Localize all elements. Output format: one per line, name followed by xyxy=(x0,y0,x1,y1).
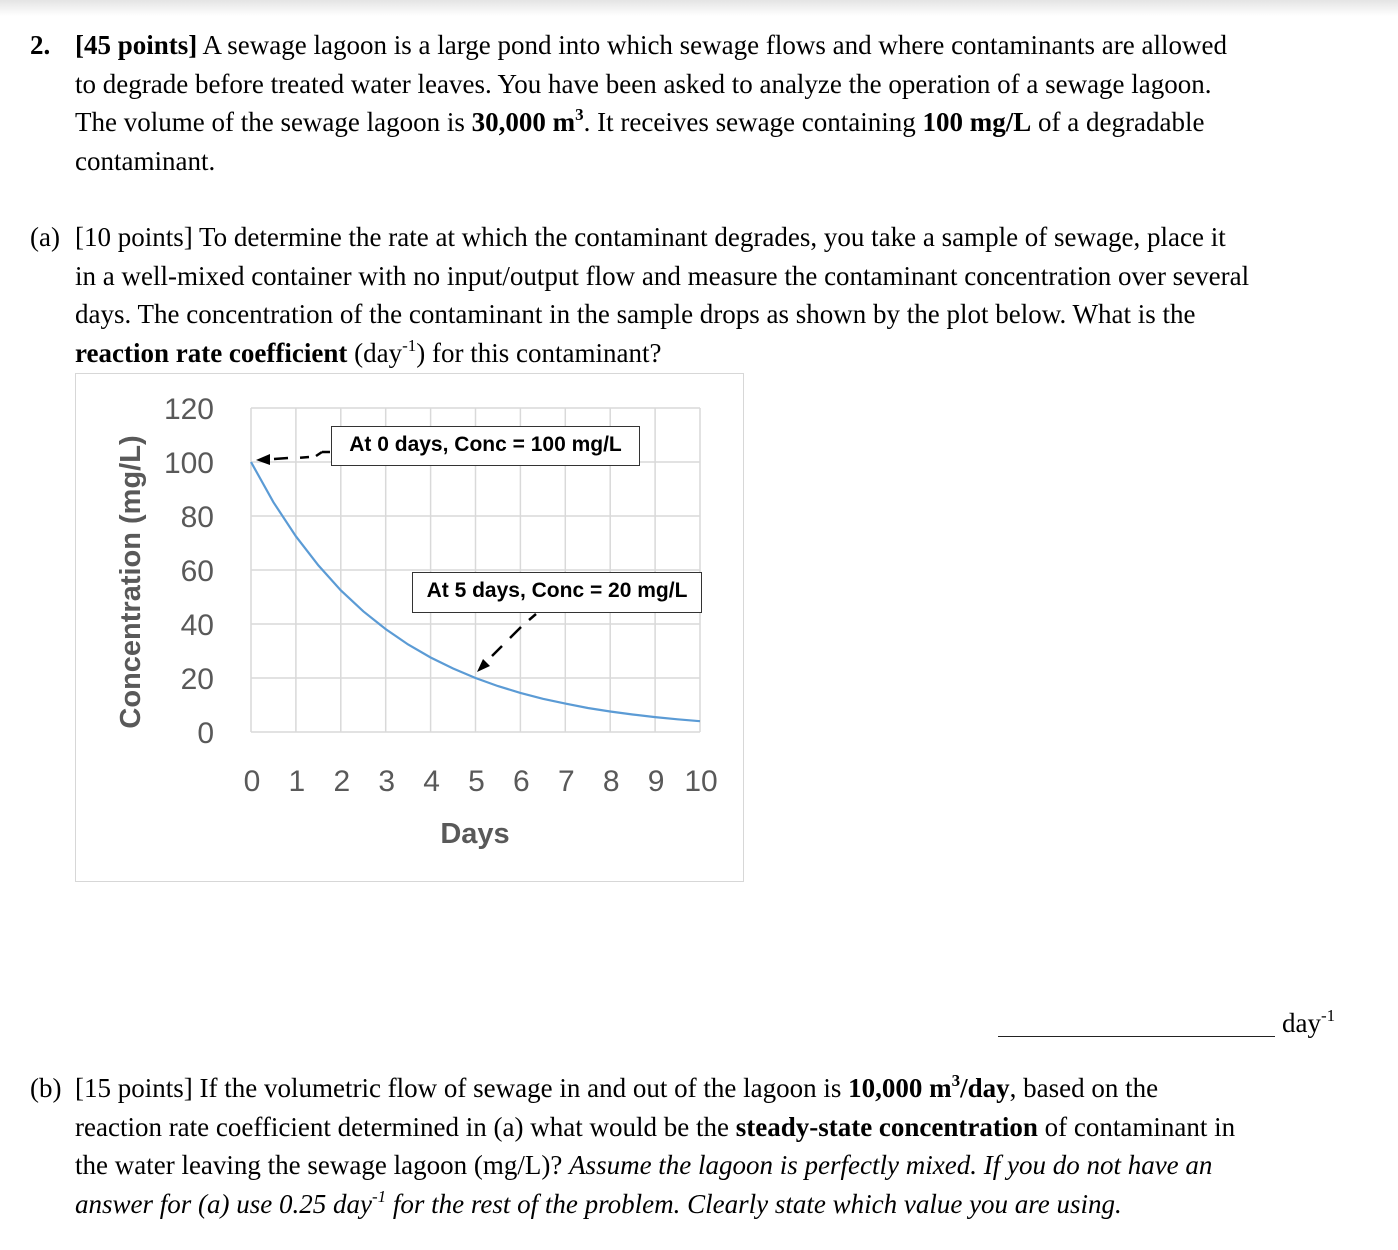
answer-unit-exponent: -1 xyxy=(1320,1006,1336,1025)
x-tick-label: 7 xyxy=(557,765,575,798)
x-tick-label: 4 xyxy=(423,765,440,798)
part-b-italic-exponent: -1 xyxy=(371,1186,387,1206)
part-b-line-4 xyxy=(30,1185,1235,1224)
part-b-line-3 xyxy=(30,1146,1235,1185)
part-b-text-2b: of contaminant in xyxy=(1037,1111,1236,1142)
flow-exponent: 3 xyxy=(951,1071,961,1090)
x-tick-label: 9 xyxy=(647,765,665,798)
y-tick-label: 20 xyxy=(180,663,214,696)
problem-volume-lead: The volume of the sewage lagoon is xyxy=(75,107,472,137)
flow-rate: 10,000 m xyxy=(848,1073,952,1103)
x-tick-label: 3 xyxy=(378,765,396,798)
callout-arrow-5 xyxy=(492,614,536,656)
y-tick-label: 40 xyxy=(180,609,214,642)
x-tick-label: 1 xyxy=(288,765,306,798)
y-tick-label: 80 xyxy=(180,501,214,534)
part-b-italic-3: Assume the lagoon is perfectly mixed. If you do not have an xyxy=(569,1150,1213,1180)
part-a-label: (a) xyxy=(30,222,60,252)
inflow-concentration: 100 mg/L xyxy=(922,107,1032,137)
problem-line-4: contaminant. xyxy=(75,145,216,176)
part-b-text-2: reaction rate coefficient determined in (a) what would be the xyxy=(75,1111,736,1142)
steady-state-term: steady-state concentration xyxy=(735,1111,1038,1142)
answer-unit-text: day xyxy=(1282,1008,1321,1038)
y-axis-ticks xyxy=(164,393,214,750)
x-tick-label: 8 xyxy=(602,765,620,798)
problem-intro-text: A sewage lagoon is a large pond into which sewage flows and where contaminants are allowed xyxy=(197,30,1227,60)
x-tick-label: 6 xyxy=(513,765,530,798)
part-b-text-1: [15 points] If the volumetric flow of sewage in and out of the lagoon is xyxy=(75,1073,849,1103)
y-tick-label: 120 xyxy=(163,393,214,426)
part-b-italic-4b: for the rest of the problem. Clearly state which value you are using. xyxy=(386,1188,1122,1219)
part-a-text-1: [10 points] To determine the rate at which the contaminant degrades, you take a sample of sewage, place it xyxy=(75,222,1226,252)
x-tick-label: 5 xyxy=(468,765,485,798)
part-b-line-2 xyxy=(30,1108,1235,1147)
part-b-question xyxy=(30,1069,1235,1223)
reaction-rate-term: reaction rate coefficient xyxy=(75,337,348,368)
callout-arrow-0 xyxy=(274,452,330,459)
flow-unit: /day xyxy=(960,1073,1010,1103)
part-b-italic-4a: answer for (a) use 0.25 day xyxy=(75,1188,372,1219)
x-tick-label: 2 xyxy=(333,765,351,798)
answer-unit xyxy=(1282,1006,1335,1040)
problem-line-2: to degrade before treated water leaves. You have been asked to analyze the operation of a sewage lagoon. xyxy=(75,68,1212,99)
x-axis-label: Days xyxy=(440,818,510,850)
y-tick-label: 100 xyxy=(163,447,214,480)
x-axis-ticks xyxy=(244,765,718,798)
part-b-text-1b: , based on the xyxy=(1009,1073,1159,1103)
part-b-label: (b) xyxy=(30,1073,62,1103)
annotation-day-5: At 5 days, Conc = 20 mg/L xyxy=(412,572,702,613)
lagoon-volume: 30,000 m xyxy=(471,107,576,137)
x-tick-label: 10 xyxy=(684,765,718,798)
y-axis-label: Concentration (mg/L) xyxy=(115,435,147,729)
part-a-line-2: in a well-mixed container with no input/output flow and measure the contaminant concentration over several xyxy=(75,260,1250,291)
part-b-text-3: the water leaving the sewage lagoon (mg/L)? xyxy=(75,1150,570,1180)
part-a-unit-exponent: -1 xyxy=(402,335,417,355)
part-b-line-1 xyxy=(30,1069,1235,1108)
annotation-day-0: At 0 days, Conc = 100 mg/L xyxy=(331,426,640,466)
problem-inflow-lead: . It receives sewage containing xyxy=(583,107,923,137)
problem-contaminant-lead: of a degradable xyxy=(1031,107,1205,137)
callout-arrowhead-5 xyxy=(477,659,490,672)
volume-exponent: 3 xyxy=(575,105,584,124)
part-a-unit-close: ) for this contaminant? xyxy=(416,337,662,368)
y-tick-label: 0 xyxy=(197,717,214,750)
part-a-unit-open: (day xyxy=(347,337,403,368)
problem-number: 2. xyxy=(30,30,51,60)
x-tick-label: 0 xyxy=(243,765,261,798)
callout-arrowhead-0 xyxy=(256,454,270,465)
answer-blank[interactable] xyxy=(998,1036,1275,1037)
problem-points: [45 points] xyxy=(75,30,198,60)
part-a-line-3: days. The concentration of the contaminant in the sample drops as shown by the plot below. What is the xyxy=(75,299,1196,329)
y-tick-label: 60 xyxy=(180,555,214,588)
